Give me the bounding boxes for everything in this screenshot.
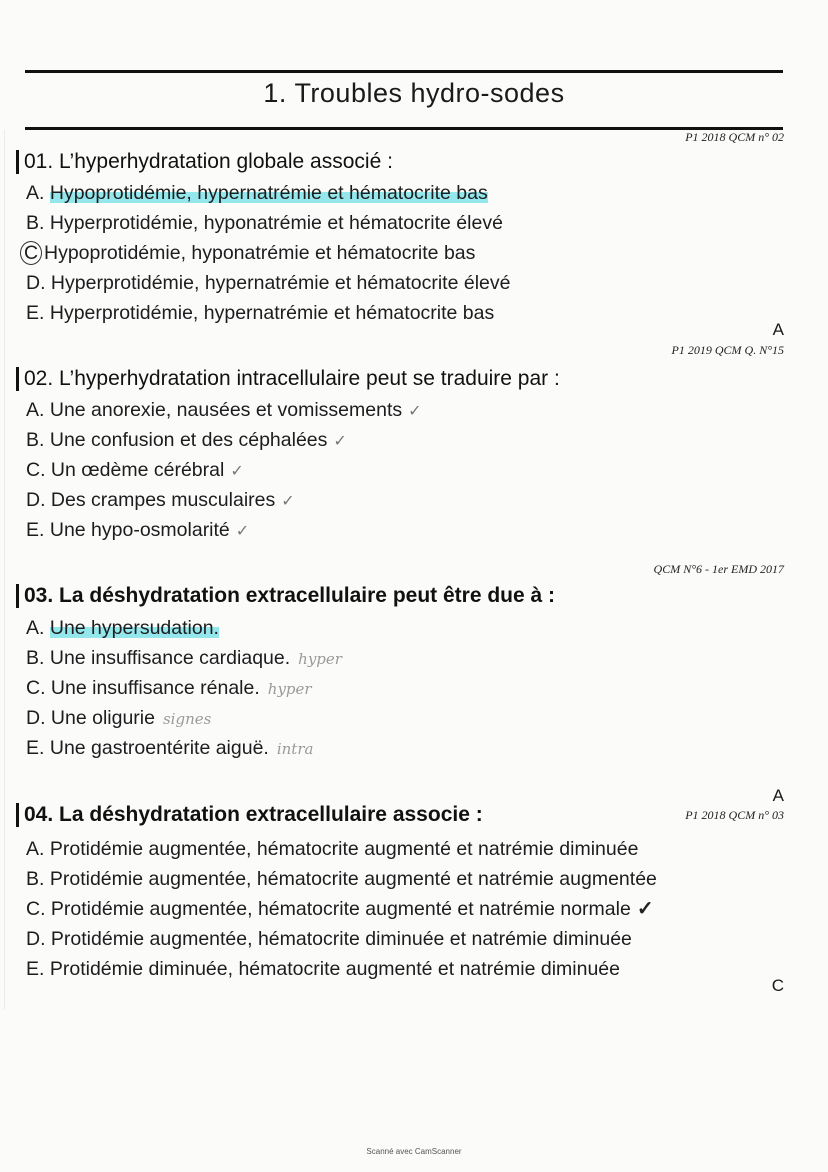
question-1-title: 01. L’hyperhydratation globale associé : bbox=[16, 150, 393, 174]
question-1-reference: P1 2018 QCM n° 02 bbox=[685, 130, 784, 144]
question-4-answer: C bbox=[771, 976, 784, 995]
option-3c bbox=[26, 673, 342, 703]
question-4-title: 04. La déshydratation extracellulaire associe : bbox=[16, 803, 483, 827]
option-2a bbox=[26, 395, 422, 425]
scanner-watermark: Scanné avec CamScanner bbox=[366, 1147, 462, 1156]
option-1d bbox=[26, 268, 510, 298]
option-4d bbox=[26, 924, 657, 954]
option-text: Protidémie augmentée, hématocrite augmenté et natrémie augmentée bbox=[49, 868, 657, 890]
handwritten-note: signes bbox=[162, 710, 212, 728]
question-1-answer: A bbox=[772, 320, 784, 339]
handwritten-note: hyper bbox=[267, 680, 312, 698]
option-text: Protidémie augmentée, hématocrite diminuée et natrémie diminuée bbox=[50, 928, 632, 950]
checkmark-icon: ✓ bbox=[333, 433, 347, 450]
question-3-answer: A bbox=[772, 786, 784, 805]
option-text: Une insuffisance rénale. bbox=[50, 677, 260, 699]
question-4-options bbox=[26, 834, 657, 984]
option-2b bbox=[26, 425, 422, 455]
handwritten-note: intra bbox=[276, 740, 314, 758]
option-text: Hyperprotidémie, hypernatrémie et hématocrite élevé bbox=[50, 272, 511, 294]
option-text: Hyperprotidémie, hyponatrémie et hématocrite élevé bbox=[49, 212, 503, 234]
option-2c bbox=[26, 455, 422, 485]
checkmark-icon: ✓ bbox=[281, 493, 295, 510]
option-letter: E. bbox=[26, 737, 45, 759]
question-1-options bbox=[23, 178, 511, 328]
option-4a bbox=[26, 834, 657, 864]
checkmark-icon: ✓ bbox=[230, 463, 244, 480]
option-letter: A. bbox=[26, 399, 45, 421]
option-1b bbox=[26, 208, 510, 238]
question-3-reference: QCM N°6 - 1er EMD 2017 bbox=[653, 562, 784, 576]
option-text: Protidémie augmentée, hématocrite augmenté et natrémie diminuée bbox=[49, 838, 639, 860]
option-letter: C. bbox=[26, 677, 46, 699]
option-letter: B. bbox=[26, 212, 45, 234]
question-3-title: 03. La déshydratation extracellulaire peut être due à : bbox=[16, 584, 555, 608]
option-text: Hypoprotidémie, hyponatrémie et hématocrite bas bbox=[44, 242, 476, 264]
option-letter: B. bbox=[26, 429, 45, 451]
option-text: Une anorexie, nausées et vomissements bbox=[49, 399, 403, 421]
option-4e bbox=[26, 954, 657, 984]
checkmark-icon: ✓ bbox=[636, 898, 654, 920]
option-2e bbox=[26, 515, 422, 545]
option-4c bbox=[26, 894, 657, 924]
option-text: Protidémie diminuée, hématocrite augmenté et natrémie diminuée bbox=[49, 958, 620, 980]
page-title: 1. Troubles hydro-sodes bbox=[263, 78, 565, 108]
option-letter: B. bbox=[26, 868, 45, 890]
option-3b bbox=[26, 643, 342, 673]
checkmark-icon: ✓ bbox=[408, 403, 422, 420]
option-letter: D. bbox=[26, 272, 46, 294]
page-margin-shadow bbox=[4, 130, 5, 1010]
option-letter: A. bbox=[26, 838, 45, 860]
option-2d bbox=[26, 485, 422, 515]
question-2-title: 02. L’hyperhydratation intracellulaire peut se traduire par : bbox=[16, 367, 560, 391]
question-2-options bbox=[26, 395, 422, 545]
option-letter: C. bbox=[26, 898, 46, 920]
option-text-highlighted: Hypoprotidémie, hypernatrémie et hématocrite bas bbox=[49, 182, 488, 204]
option-3e bbox=[26, 733, 342, 763]
question-4-reference: P1 2018 QCM n° 03 bbox=[685, 808, 784, 822]
option-4b bbox=[26, 864, 657, 894]
top-rule bbox=[25, 70, 783, 73]
handwritten-note: hyper bbox=[298, 650, 342, 668]
option-letter: D. bbox=[26, 928, 46, 950]
option-text: Une gastroentérite aiguë. bbox=[49, 737, 269, 759]
option-text: Une insuffisance cardiaque. bbox=[49, 647, 291, 669]
option-text-highlighted: Une hypersudation. bbox=[49, 617, 219, 639]
option-text: Des crampes musculaires bbox=[50, 489, 276, 511]
option-letter: D. bbox=[26, 707, 46, 729]
option-letter: A. bbox=[26, 182, 45, 204]
option-1c bbox=[23, 238, 510, 268]
option-text: Une hypo-osmolarité bbox=[49, 519, 230, 541]
option-text: Une oligurie bbox=[50, 707, 155, 729]
checkmark-icon: ✓ bbox=[235, 523, 250, 540]
option-3d bbox=[26, 703, 342, 733]
circled-option-letter: C bbox=[20, 241, 42, 265]
option-text: Un œdème cérébral bbox=[50, 459, 225, 481]
question-3-options bbox=[26, 613, 342, 763]
option-letter: E. bbox=[26, 958, 45, 980]
option-text: Hyperprotidémie, hypernatrémie et hématocrite bas bbox=[49, 302, 495, 324]
option-letter: E. bbox=[26, 302, 45, 324]
question-2-reference: P1 2019 QCM Q. N°15 bbox=[671, 343, 784, 357]
option-letter: D. bbox=[26, 489, 46, 511]
option-text: Protidémie augmentée, hématocrite augmenté et natrémie normale bbox=[50, 898, 631, 920]
option-3a bbox=[26, 613, 342, 643]
option-letter: B. bbox=[26, 647, 45, 669]
option-letter: A. bbox=[26, 617, 45, 639]
title-rule bbox=[25, 127, 783, 130]
option-1a bbox=[26, 178, 510, 208]
option-1e bbox=[26, 298, 510, 328]
option-letter: E. bbox=[26, 519, 45, 541]
option-text: Une confusion et des céphalées bbox=[49, 429, 328, 451]
option-letter: C. bbox=[26, 459, 46, 481]
